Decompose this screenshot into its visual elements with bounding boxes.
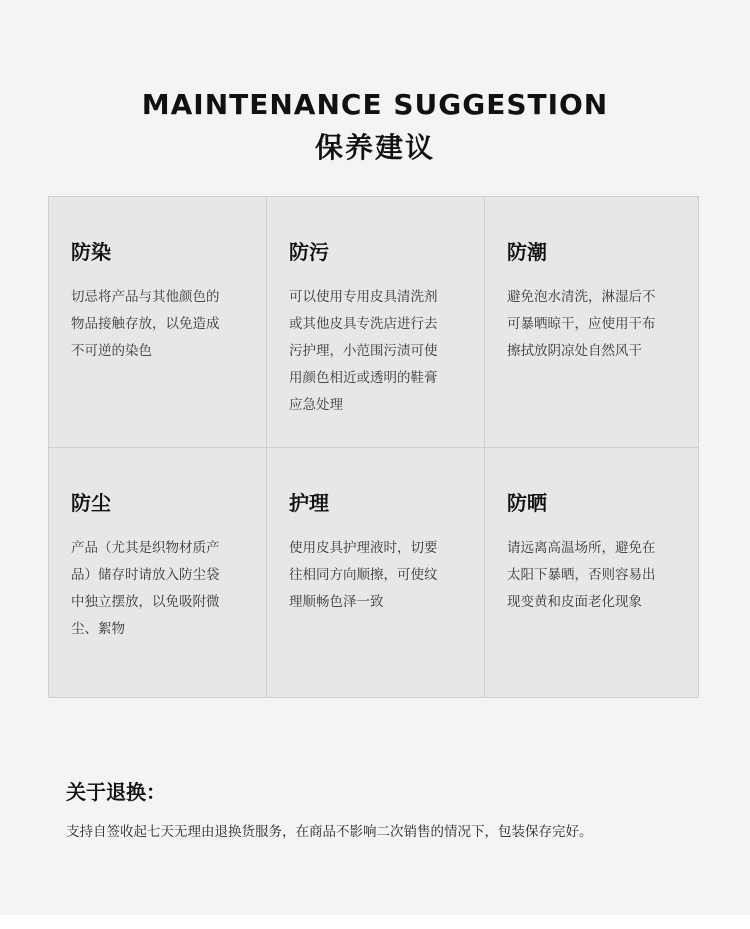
returns-heading: 关于退换： [66, 780, 166, 804]
maintenance-grid [48, 196, 699, 698]
tip-text: 使用皮具护理液时，切要 往相同方向顺擦，可使纹 理顺畅色泽一致 [289, 540, 438, 610]
tip-title: 防晒 [507, 491, 547, 515]
tip-text: 避免泡水清洗，淋湿后不 可暴晒晾干，应使用干布 擦拭放阴凉处自然风干 [507, 289, 656, 359]
tip-card-anti-stain [49, 197, 267, 448]
tip-card-anti-moisture [485, 197, 698, 448]
returns-policy-text: 支持自签收起七天无理由退换货服务，在商品不影响二次销售的情况下，包装保存完好。 [66, 824, 593, 840]
tip-title: 护理 [289, 491, 329, 515]
tip-title: 防潮 [507, 240, 547, 264]
tip-title: 防尘 [71, 491, 111, 515]
tip-title: 防污 [289, 240, 329, 264]
tip-title: 防染 [71, 240, 111, 264]
tip-card-anti-dust [49, 448, 267, 697]
tip-card-anti-sun [485, 448, 698, 697]
tip-card-anti-dirt [267, 197, 485, 448]
title-english: MAINTENANCE SUGGESTION [141, 88, 609, 121]
tip-text: 切忌将产品与其他颜色的 物品接触存放，以免造成 不可逆的染色 [71, 289, 220, 359]
tip-card-care [267, 448, 485, 697]
bottom-strip [0, 915, 750, 929]
tip-text: 请远离高温场所，避免在 太阳下暴晒，否则容易出 现变黄和皮面老化现象 [507, 540, 656, 610]
title-chinese: 保养建议 [314, 131, 435, 164]
tip-text: 产品（尤其是织物材质产 品）储存时请放入防尘袋 中独立摆放，以免吸附微 尘、絮物 [71, 540, 220, 637]
tip-text: 可以使用专用皮具清洗剂 或其他皮具专洗店进行去 污护理，小范围污渍可使 用颜色相近或透明的鞋膏 应急处理 [289, 289, 438, 413]
